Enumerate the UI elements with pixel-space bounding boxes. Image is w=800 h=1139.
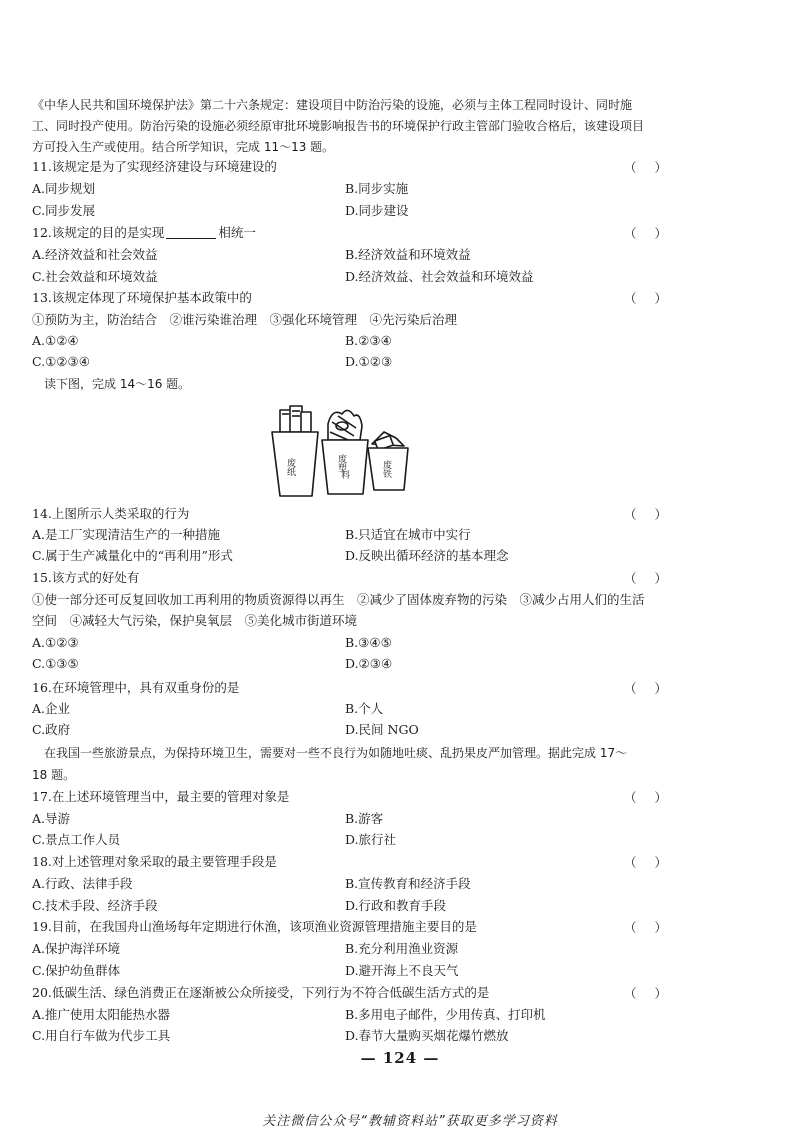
answer-paren: （ ） <box>624 920 667 935</box>
option-d: D.同步建设 <box>345 203 409 218</box>
intro-line: 读下图，完成 14～16 题。 <box>44 377 191 391</box>
question-15-items: 空间 ④减轻大气污染，保护臭氧层 ⑤美化城市街道环境 <box>32 613 358 628</box>
option-a: A.同步规划 <box>32 181 96 196</box>
recycling-bins-figure <box>268 402 410 498</box>
option-b: B.经济效益和环境效益 <box>345 247 471 262</box>
question-14-stem: 14.上图所示人类采取的行为 <box>32 506 190 521</box>
bin-label-iron: 废铁 <box>381 460 391 478</box>
bin-label-plastic: 废塑 <box>336 454 346 472</box>
question-18-stem: 18.对上述管理对象采取的最主要管理手段是 <box>32 854 277 869</box>
option-b: B.个人 <box>345 701 384 716</box>
option-b: B.多用电子邮件，少用传真、打印机 <box>345 1007 546 1022</box>
question-15-items: ①使一部分还可反复回收加工再利用的物质资源得以再生 ②减少了固体废弃物的污染 ③减少占用人们的生活 <box>32 592 645 607</box>
question-19-stem: 19.目前，在我国舟山渔场每年定期进行休渔，该项渔业资源管理措施主要目的是 <box>32 919 477 934</box>
answer-paren: （ ） <box>624 507 667 522</box>
intro-line: 工、同时投产使用。防治污染的设施必须经原审批环境影响报告书的环境保护行政主管部门验收合格后，该建设项目 <box>32 119 645 133</box>
option-d: D.旅行社 <box>345 832 397 847</box>
option-d: D.反映出循环经济的基本理念 <box>345 548 509 563</box>
answer-paren: （ ） <box>624 291 667 306</box>
answer-paren: （ ） <box>624 571 667 586</box>
intro-line: 18 题。 <box>32 768 76 782</box>
option-b: B.游客 <box>345 811 384 826</box>
option-d: D.避开海上不良天气 <box>345 963 459 978</box>
question-17-stem: 17.在上述环境管理当中，最主要的管理对象是 <box>32 789 290 804</box>
answer-paren: （ ） <box>624 681 667 696</box>
question-16-stem: 16.在环境管理中，具有双重身份的是 <box>32 680 240 695</box>
option-b: B.充分利用渔业资源 <box>345 941 459 956</box>
question-13-stem: 13.该规定体现了环境保护基本政策中的 <box>32 290 252 305</box>
option-c: C.同步发展 <box>32 203 96 218</box>
answer-paren: （ ） <box>624 986 667 1001</box>
option-a: A.经济效益和社会效益 <box>32 247 158 262</box>
option-c: C.政府 <box>32 722 71 737</box>
option-d: D.①②③ <box>345 354 393 369</box>
question-11-stem: 11.该规定是为了实现经济建设与环境建设的 <box>32 159 277 174</box>
question-12-stem: 12.该规定的目的是实现 相统一 <box>32 225 256 240</box>
question-20-stem: 20.低碳生活、绿色消费正在逐渐被公众所接受，下列行为不符合低碳生活方式的是 <box>32 985 490 1000</box>
answer-paren: （ ） <box>624 160 667 175</box>
option-d: D.经济效益、社会效益和环境效益 <box>345 269 534 284</box>
question-13-items: ①预防为主，防治结合 ②谁污染谁治理 ③强化环境管理 ④先污染后治理 <box>32 312 458 327</box>
option-a: A.行政、法律手段 <box>32 876 133 891</box>
option-c: C.景点工作人员 <box>32 832 121 847</box>
option-b: B.②③④ <box>345 333 392 348</box>
option-b: B.宣传教育和经济手段 <box>345 876 471 891</box>
option-c: C.用自行车做为代步工具 <box>32 1028 171 1043</box>
option-c: C.保护幼鱼群体 <box>32 963 121 978</box>
intro-line: 在我国一些旅游景点，为保持环境卫生，需要对一些不良行为如随地吐痰、乱扔果皮严加管理。据此完成 17～ <box>44 746 628 760</box>
answer-paren: （ ） <box>624 226 667 241</box>
option-c: C.技术手段、经济手段 <box>32 898 158 913</box>
option-a: A.推广使用太阳能热水器 <box>32 1007 171 1022</box>
option-b: B.③④⑤ <box>345 635 392 650</box>
page-number: — 124 — <box>360 1049 440 1067</box>
option-c: C.社会效益和环境效益 <box>32 269 158 284</box>
option-a: A.①②④ <box>32 333 79 348</box>
option-b: B.同步实施 <box>345 181 409 196</box>
option-a: A.导游 <box>32 811 71 826</box>
answer-paren: （ ） <box>624 855 667 870</box>
option-a: A.是工厂实现清洁生产的一种措施 <box>32 527 221 542</box>
answer-paren: （ ） <box>624 790 667 805</box>
option-c: C.①③⑤ <box>32 656 79 671</box>
option-a: A.企业 <box>32 701 71 716</box>
option-d: D.②③④ <box>345 656 393 671</box>
option-d: D.春节大量购买烟花爆竹燃放 <box>345 1028 509 1043</box>
footer-note: 关注微信公众号“教辅资料站”获取更多学习资料 <box>262 1114 558 1129</box>
option-a: A.保护海洋环境 <box>32 941 121 956</box>
question-15-stem: 15.该方式的好处有 <box>32 570 140 585</box>
fill-blank <box>166 226 216 239</box>
option-d: D.民间 NGO <box>345 722 419 737</box>
option-b: B.只适宜在城市中实行 <box>345 527 471 542</box>
option-d: D.行政和教育手段 <box>345 898 447 913</box>
bin-label-plastic-2: 料 <box>341 471 351 481</box>
option-c: C.①②③④ <box>32 354 90 369</box>
intro-line: 《中华人民共和国环境保护法》第二十六条规定：建设项目中防治污染的设施，必须与主体工程同时设计、同时施 <box>32 98 633 112</box>
bin-label-paper: 废纸 <box>285 458 295 476</box>
option-c: C.属于生产减量化中的“再利用”形式 <box>32 548 233 563</box>
option-a: A.①②③ <box>32 635 79 650</box>
intro-line: 方可投入生产或使用。结合所学知识，完成 11～13 题。 <box>32 140 335 154</box>
